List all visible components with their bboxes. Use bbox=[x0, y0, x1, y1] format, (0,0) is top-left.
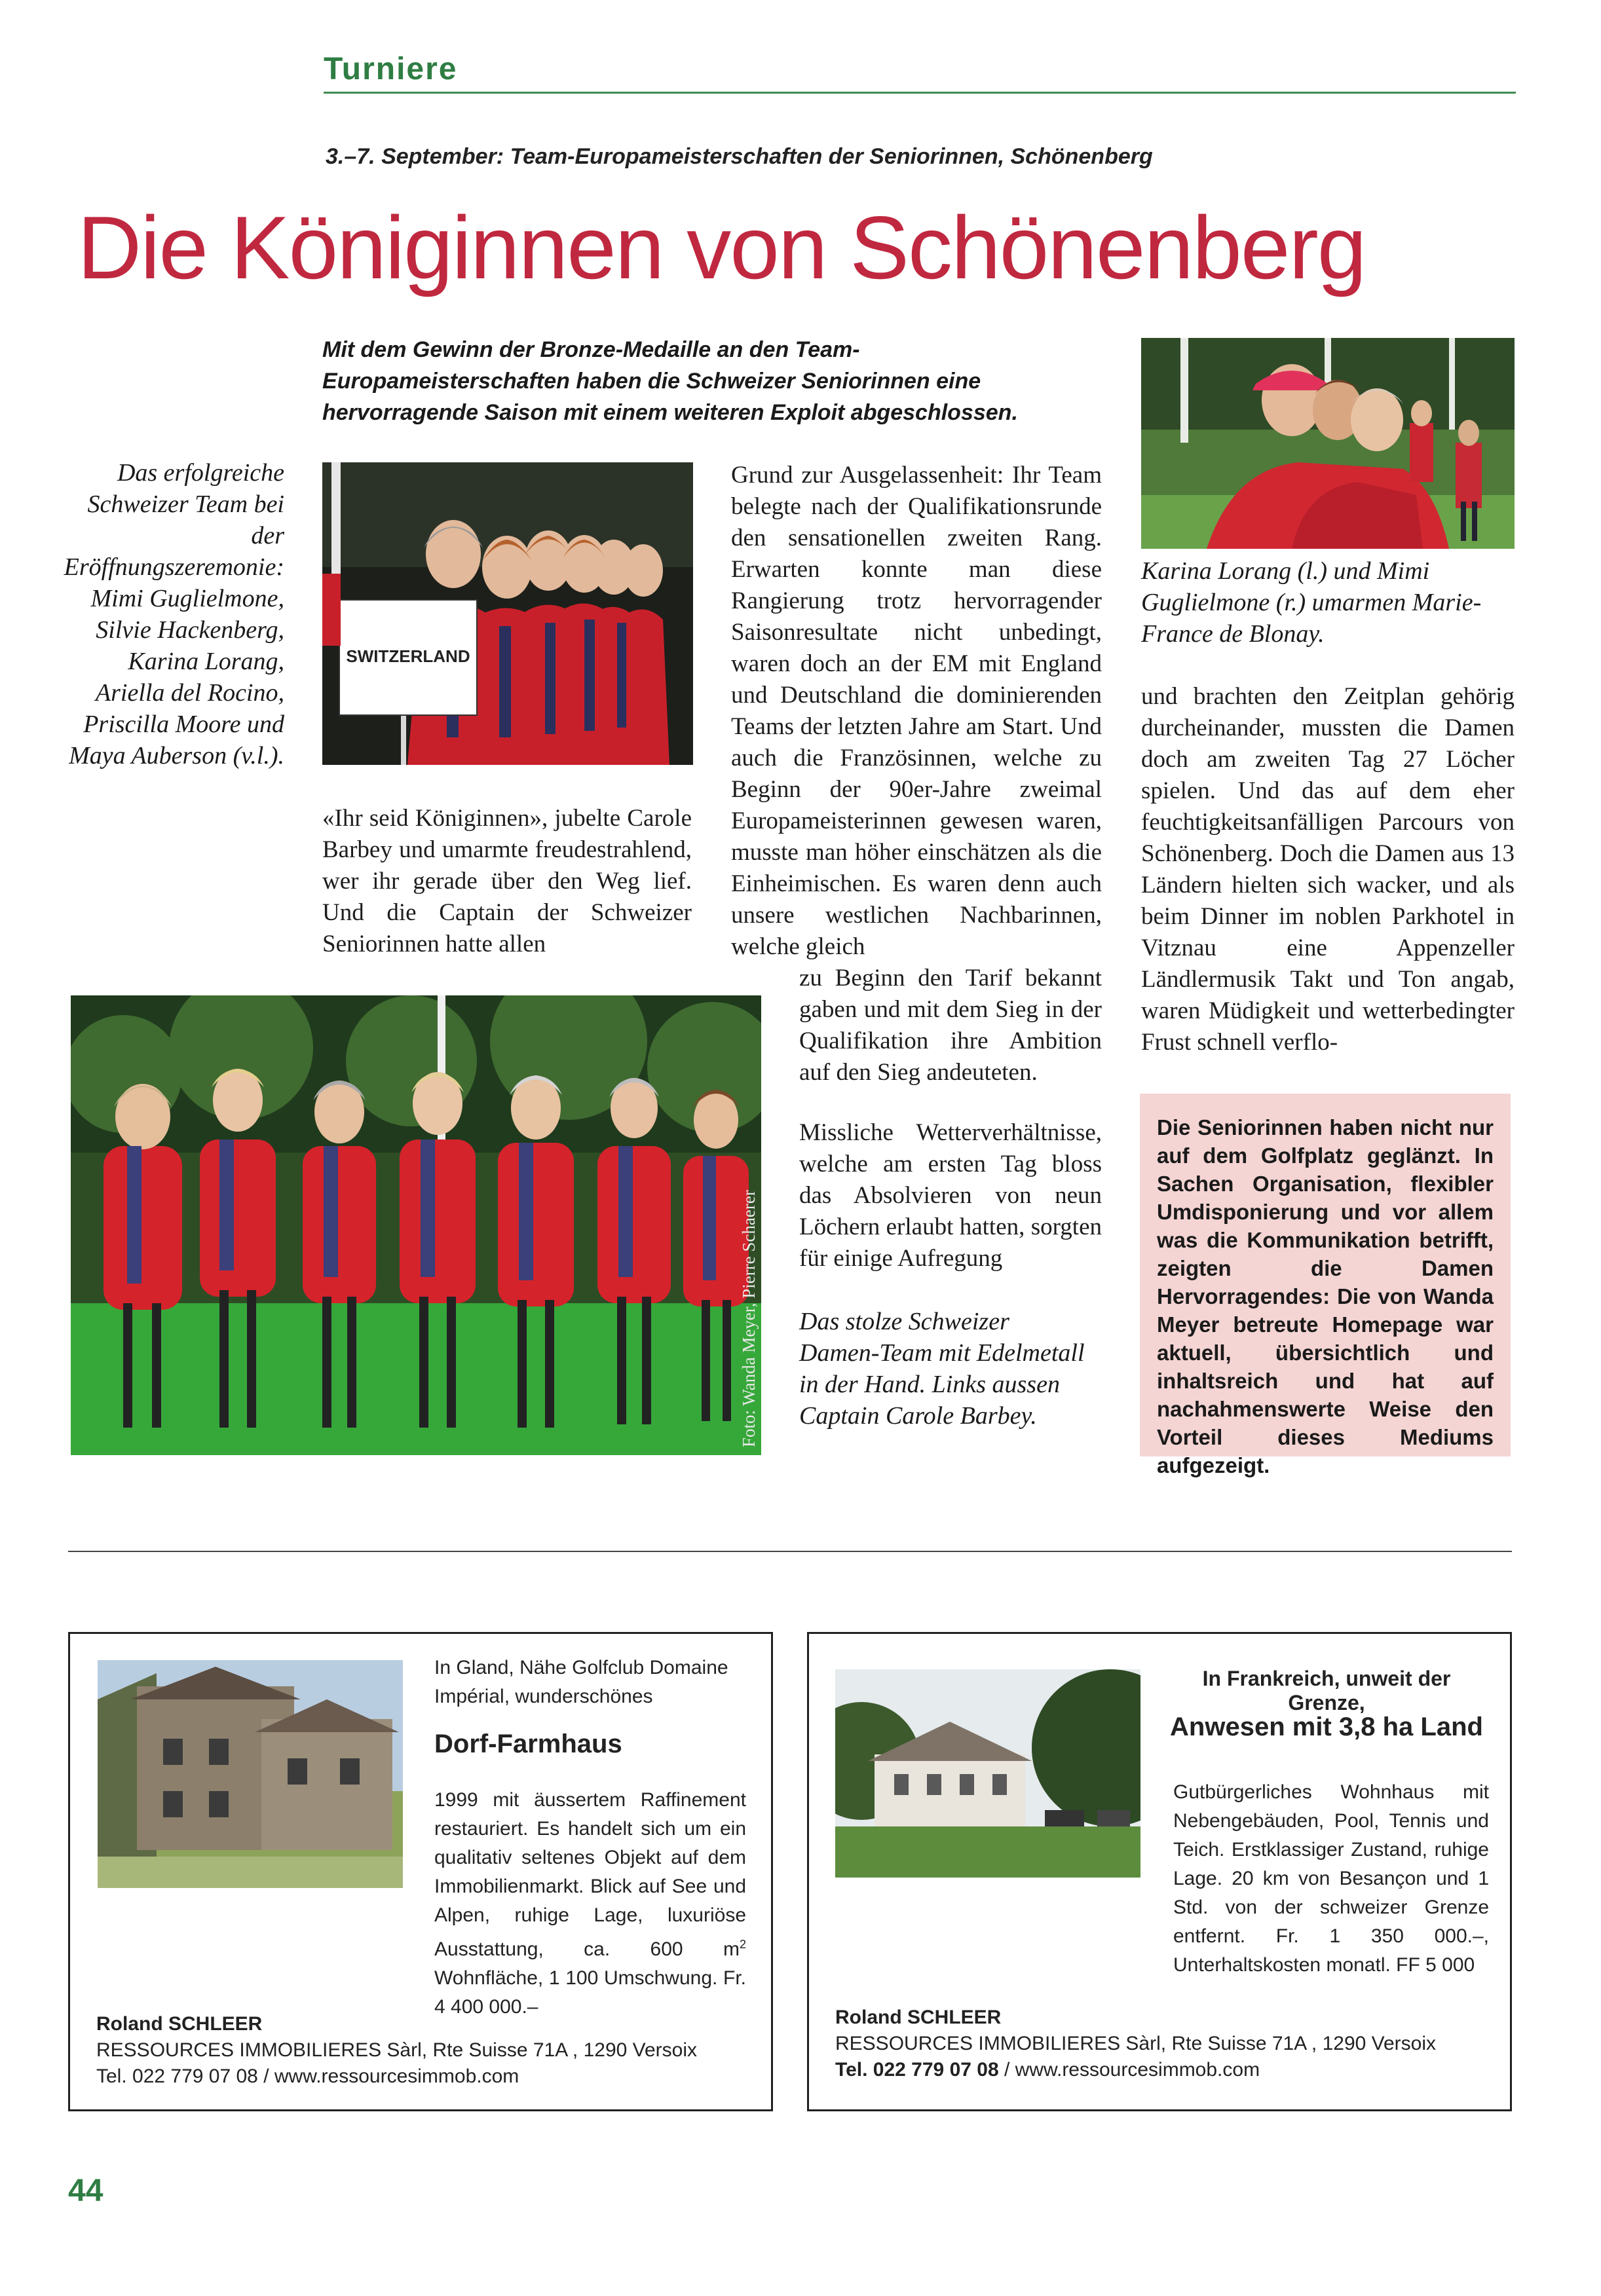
ad1-intro: In Gland, Nähe Golfclub Domaine Impérial, wunderschönes bbox=[434, 1657, 728, 1707]
ceremony-sign-text: SWITZERLAND bbox=[346, 646, 470, 666]
real-estate-ad-france bbox=[807, 1632, 1512, 2111]
caption-hug: Karina Lorang (l.) und Mimi Guglielmone (r.) umarmen Marie-France de Blonay. bbox=[1141, 557, 1482, 648]
ad1-contact: Roland SCHLEER RESSOURCES IMMOBILIERES Sàrl, Rte Suisse 71A , 1290 Versoix Tel. 022 779 07 08 / www.ressourcesimmob.com bbox=[96, 2013, 698, 2087]
article-column-2-top: Grund zur Ausgelassenheit: Ihr Team belegte nach der Qualifikationsrunde den sensationellen zweiten Rang. Erwarten konnte man diese Rangierung trotz hervorragender Saisonresultate nicht unbedingt, waren doch an der EM mit England und Deutschland die dominierenden Teams der letzten Jahre am Start. Und auch die Französinnen, welche zu Beginn der 90er-Jahre zweimal Europameisterinnen gewesen waren, musste man höher einschätzen als die Einheimischen. Es waren denn auch unsere westlichen Nachbarinnen, welche gleich bbox=[731, 462, 1102, 960]
ad2-intro: In Frankreich, unweit der Grenze, bbox=[1202, 1667, 1451, 1714]
caption-ceremony: Das erfolgreiche Schweizer Team bei der Eröffnungszeremonie: Mimi Guglielmone, Silvie Hackenberg, Karina Lorang, Ariella del Rocino, Priscilla Moore und Maya Auberson (v.l.). bbox=[64, 459, 284, 769]
article-column-2-bottom: Missliche Wetterverhältnisse, welche am ersten Tag bloss das Absolvieren von neun Löchern erlaubt hatten, sorgten für einige Aufregung bbox=[799, 1119, 1102, 1272]
photo-team bbox=[71, 995, 761, 1455]
page-number: 44 bbox=[68, 2174, 104, 2208]
article-kicker: 3.–7. September: Team-Europameisterschaften der Seniorinnen, Schönenberg bbox=[326, 144, 1153, 169]
info-box-text: Die Seniorinnen haben nicht nur auf dem Golfplatz geglänzt. In Sachen Organisation, flexibler Umdisponierung und vor allem was die Kommunikation betrifft, zeigten die Damen Hervorragendes: Die von Wanda Meyer betreute Homepage war aktuell, übersichtlich und inhaltsreich und hat auf nachahmenswerte Weise den Vorteil dieses Mediums aufgezeigt. bbox=[1157, 1115, 1494, 1477]
ad1-body: 1999 mit äussertem Raffinement restauriert. Es handelt sich um ein qualitativ seltenes Objekt auf dem Immobilienmarkt. Blick auf See und Alpen, ruhige Lage, luxuriöse Ausstattung, ca. 600 $m^2$ Wohnfläche, 1 100 Umschwung. Fr. 4 400 000.– bbox=[434, 1789, 746, 2018]
article-column-2-middle: zu Beginn den Tarif bekannt gaben und mit dem Sieg in der Qualifikation ihre Ambition auf den Sieg andeuteten. bbox=[799, 965, 1102, 1086]
article-column-3: und brachten den Zeitplan gehörig durcheinander, mussten die Damen doch am zweiten Tag 27 Löcher spielen. Und das auf dem eher feuchtigkeitsanfälligen Parcours von Schönenberg. Doch die Damen aus 13 Ländern hielten sich wacker, und als beim Dinner im noblen Parkhotel in Vitznau eine Appenzeller Ländlermusik Takt und Ton angab, waren Müdigkeit und wetterbedingter Frust schnell verflo- bbox=[1141, 683, 1515, 1056]
ad2-contact: Roland SCHLEER RESSOURCES IMMOBILIERES Sàrl, Rte Suisse 71A , 1290 Versoix Tel. 022 779 07 08 / www.ressourcesimmob.com bbox=[835, 2007, 1437, 2081]
header-rule bbox=[324, 92, 1516, 94]
article-headline: Die Königinnen von Schönenberg bbox=[77, 198, 1366, 297]
page-divider bbox=[68, 1551, 1512, 1552]
article-lede: Mit dem Gewinn der Bronze-Medaille an den Team-Europameisterschaften haben die Schweizer Seniorinnen eine hervorragende Saison mit einem weiteren Exploit abgeschlossen. bbox=[322, 337, 1018, 425]
real-estate-ad-gland bbox=[68, 1632, 773, 2111]
ad2-title: Anwesen mit 3,8 ha Land bbox=[1170, 1713, 1483, 1741]
section-label: Turniere bbox=[324, 52, 458, 86]
photo-credit: Foto: Wanda Meyer, Pierre Schaerer bbox=[739, 1190, 759, 1447]
photo-hug bbox=[1141, 338, 1515, 549]
ad-photo-estate bbox=[835, 1669, 1140, 1878]
article-column-1: «Ihr seid Königinnen», jubelte Carole Barbey und umarmte freudestrahlend, wer ihr gerade über den Weg lief. Und die Captain der Schweizer Seniorinnen hatte allen bbox=[322, 805, 692, 957]
ad1-title: Dorf-Farmhaus bbox=[434, 1730, 622, 1758]
caption-team: Das stolze Schweizer Damen-Team mit Edelmetall in der Hand. Links aussen Captain Carole Barbey. bbox=[799, 1308, 1085, 1430]
photo-opening-ceremony bbox=[322, 462, 693, 765]
info-box bbox=[1140, 1094, 1511, 1477]
ad2-body: Gutbürgerliches Wohnhaus mit Nebengebäuden, Pool, Tennis und Teich. Erstklassiger Zustand, ruhige Lage. 20 km von Besançon und 1 Std. von der schweizer Grenze entfernt. Fr. 1 350 000.–, Unterhaltskosten monatl. FF 5 000 bbox=[1173, 1781, 1489, 1976]
ad-photo-farmhouse bbox=[98, 1660, 403, 1888]
